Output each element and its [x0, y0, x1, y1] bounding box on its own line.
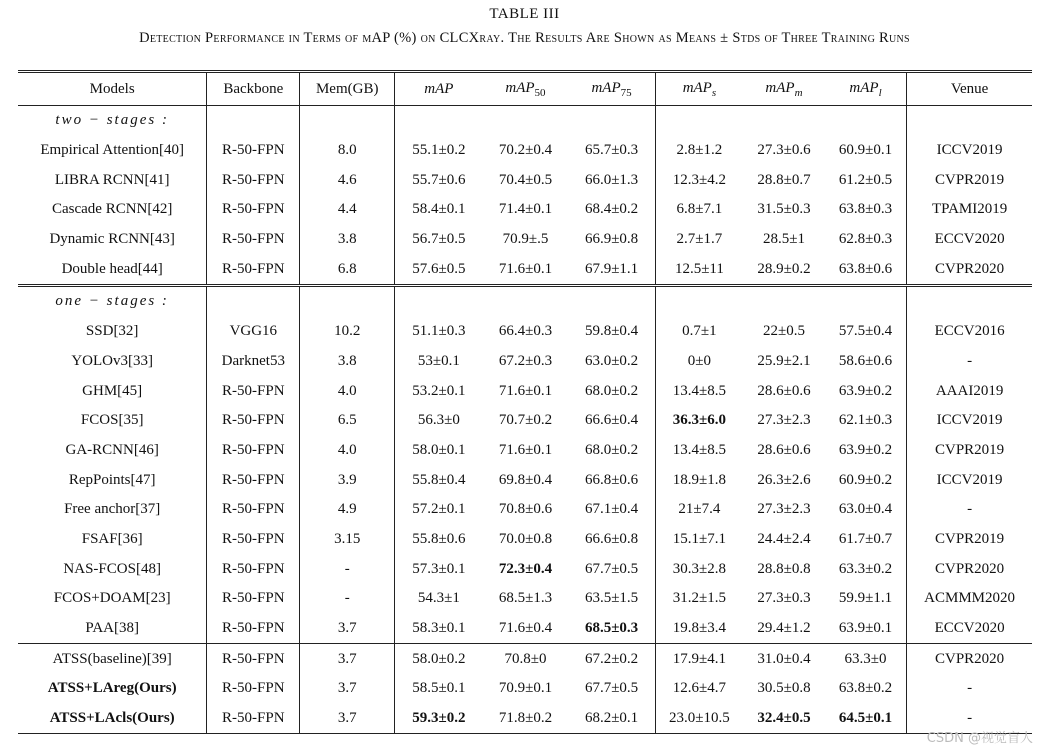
table-cell: 10.2	[300, 317, 395, 347]
table-cell: 70.4±0.5	[498, 171, 553, 188]
table-cell: 71.6±0.1	[498, 260, 553, 277]
table-cell: 31.5±0.3	[757, 201, 811, 218]
table-cell: 51.1±0.3	[412, 323, 466, 340]
table-cell: 4.0	[300, 436, 395, 466]
table-cell: R-50-FPN	[207, 614, 300, 644]
table-cell: 68.0±0.2	[568, 436, 655, 466]
table-cell: 70.9±0.1	[498, 680, 553, 697]
table-cell: 67.1±0.4	[568, 495, 655, 525]
section-row-two-stage	[18, 106, 1032, 136]
table-body	[18, 106, 1032, 734]
table-cell: 58.6±0.6	[825, 347, 907, 377]
table-row	[18, 525, 1032, 555]
table-cell: 55.7±0.6	[412, 171, 466, 188]
table-cell: 70.0±0.8	[498, 530, 553, 547]
table-cell: YOLOv3[33]	[18, 347, 207, 377]
table-row	[18, 495, 1032, 525]
table-cell: 24.4±2.4	[757, 530, 811, 547]
table-cell: 12.3±4.2	[672, 171, 727, 188]
table-cell: 59.9±1.1	[825, 584, 907, 614]
table-cell: R-50-FPN	[207, 376, 300, 406]
table-cell: 3.9	[300, 465, 395, 495]
table-cell: 70.8±0.6	[498, 501, 553, 518]
table-cell: 60.9±0.1	[825, 136, 907, 166]
table-cell: R-50-FPN	[207, 495, 300, 525]
table-cell: 68.5±1.3	[498, 590, 553, 607]
table-cell: -	[907, 704, 1032, 734]
table-cell: CVPR2019	[935, 530, 1005, 547]
table-cell: 3.7	[300, 614, 395, 644]
header-map50: mAP$_{50}$	[483, 72, 569, 106]
empty-cell	[207, 286, 300, 317]
empty-cell	[743, 286, 825, 317]
table-cell: 0±0	[687, 352, 712, 369]
table-cell: ECCV2016	[934, 323, 1005, 340]
empty-cell	[207, 106, 300, 136]
table-cell: 22±0.5	[763, 323, 805, 340]
table-cell: 63.8±0.6	[825, 254, 907, 285]
table-cell: ICCV2019	[936, 412, 1003, 429]
table-cell: 56.7±0.5	[412, 231, 466, 248]
table-cell: 12.5±11	[674, 260, 724, 277]
table-cell: 63.5±1.5	[568, 584, 655, 614]
table-cell: R-50-FPN	[207, 254, 300, 285]
table-cell: 18.9±1.8	[672, 471, 727, 488]
table-cell: 23.0±10.5	[655, 704, 743, 734]
table-row	[18, 465, 1032, 495]
table-cell: 28.8±0.8	[757, 560, 811, 577]
table-cell: 70.9±.5	[502, 231, 549, 248]
table-cell: 71.4±0.1	[498, 201, 553, 218]
table-row	[18, 644, 1032, 674]
table-cell: 27.3±0.6	[757, 142, 811, 159]
table-cell: Cascade RCNN[42]	[18, 195, 207, 225]
table-cell: 4.4	[300, 195, 395, 225]
table-cell: Free anchor[37]	[18, 495, 207, 525]
section-label: two − stages :	[18, 106, 207, 136]
table-cell: 32.4±0.5	[743, 704, 825, 734]
table-cell: FCOS+DOAM[23]	[18, 584, 207, 614]
table-row	[18, 704, 1032, 734]
table-cell: 3.7	[300, 704, 395, 734]
table-cell: PAA[38]	[18, 614, 207, 644]
table-cell: R-50-FPN	[207, 225, 300, 255]
table-cell: 63.3±0.2	[825, 554, 907, 584]
table-cell: 68.0±0.2	[568, 376, 655, 406]
table-cell: 68.4±0.2	[568, 195, 655, 225]
table-cell: R-50-FPN	[207, 674, 300, 704]
table-cell: Darknet53	[207, 347, 300, 377]
table-cell: 29.4±1.2	[757, 620, 811, 637]
table-row	[18, 674, 1032, 704]
table-cell: 54.3±1	[417, 590, 460, 607]
table-cell: 67.7±0.5	[568, 674, 655, 704]
table-cell: R-50-FPN	[207, 436, 300, 466]
table-title: TABLE III	[489, 6, 560, 22]
table-cell: 62.1±0.3	[825, 406, 907, 436]
table-cell: 62.8±0.3	[825, 225, 907, 255]
header-mem: Mem(GB)	[300, 72, 395, 106]
empty-cell	[743, 106, 825, 136]
header-models: Models	[18, 72, 207, 106]
table-cell: ECCV2020	[934, 620, 1005, 637]
table-cell: VGG16	[207, 317, 300, 347]
table-cell: 6.5	[300, 406, 395, 436]
table-cell: 68.5±0.3	[568, 614, 655, 644]
table-row	[18, 317, 1032, 347]
table-cell: 12.6±4.7	[672, 680, 727, 697]
empty-cell	[825, 106, 907, 136]
table-cell: 4.6	[300, 165, 395, 195]
table-cell: CVPR2020	[907, 644, 1032, 674]
table-cell: 58.5±0.1	[412, 680, 466, 697]
header-backbone: Backbone	[207, 72, 300, 106]
table-cell: 2.7±1.7	[676, 231, 723, 248]
table-cell: GA-RCNN[46]	[18, 436, 207, 466]
table-caption: Detection Performance in Terms of mAP (%) on CLCXray. The Results Are Shown as Means ± Stds of Three Training Runs	[139, 30, 910, 46]
table-cell: 3.7	[300, 644, 395, 674]
table-cell: 63.8±0.3	[825, 195, 907, 225]
table-cell: 63.9±0.1	[825, 614, 907, 644]
table-cell: R-50-FPN	[207, 525, 300, 555]
table-cell: 69.8±0.4	[498, 471, 553, 488]
header-maps: mAP$_s$	[655, 72, 743, 106]
table-row	[18, 165, 1032, 195]
empty-cell	[568, 286, 655, 317]
table-cell: CVPR2020	[935, 260, 1005, 277]
table-cell: ATSS+LAcls(Ours)	[18, 704, 207, 734]
table-cell: 4.9	[300, 495, 395, 525]
table-cell: -	[300, 584, 395, 614]
table-cell: 67.7±0.5	[568, 554, 655, 584]
empty-cell	[907, 106, 1032, 136]
table-cell: TPAMI2019	[931, 201, 1008, 218]
empty-cell	[395, 106, 483, 136]
table-row	[18, 406, 1032, 436]
empty-cell	[568, 106, 655, 136]
table-cell: ATSS+LAreg(Ours)	[18, 674, 207, 704]
table-cell: 2.8±1.2	[676, 142, 723, 159]
table-cell: SSD[32]	[18, 317, 207, 347]
table-cell: 70.2±0.4	[498, 142, 553, 159]
table-cell: 31.0±0.4	[743, 644, 825, 674]
table-cell: 3.8	[300, 347, 395, 377]
table-cell: 30.3±2.8	[672, 560, 727, 577]
table-cell: 6.8	[300, 254, 395, 285]
table-cell: 72.3±0.4	[498, 560, 553, 577]
table-cell: 57.2±0.1	[412, 501, 466, 518]
header-map: mAP	[395, 72, 483, 106]
table-cell: 66.6±0.8	[568, 525, 655, 555]
table-row	[18, 584, 1032, 614]
table-row	[18, 225, 1032, 255]
table-cell: 28.6±0.6	[757, 382, 811, 399]
table-cell: CVPR2019	[935, 441, 1005, 458]
table-cell: 71.6±0.1	[498, 441, 553, 458]
table-cell: 57.3±0.1	[412, 560, 466, 577]
table-cell: ACMMM2020	[924, 590, 1016, 607]
table-cell: 67.9±1.1	[568, 254, 655, 285]
empty-cell	[483, 106, 569, 136]
table-cell: 67.2±0.2	[568, 644, 655, 674]
table-cell: 27.3±0.3	[757, 590, 811, 607]
table-cell: 36.3±6.0	[672, 412, 727, 429]
empty-cell	[300, 106, 395, 136]
table-cell: NAS-FCOS[48]	[18, 554, 207, 584]
table-row	[18, 436, 1032, 466]
table-cell: Double head[44]	[18, 254, 207, 285]
table-cell: 71.8±0.2	[483, 704, 569, 734]
table-cell: 58.4±0.1	[412, 201, 466, 218]
table-cell: 3.15	[300, 525, 395, 555]
table-cell: -	[967, 352, 973, 369]
table-cell: ATSS(baseline)[39]	[18, 644, 207, 674]
table-cell: 66.9±0.8	[568, 225, 655, 255]
header-row	[18, 72, 1032, 106]
empty-cell	[300, 286, 395, 317]
table-cell: 55.8±0.6	[412, 530, 466, 547]
table-cell: 60.9±0.2	[825, 465, 907, 495]
table-cell: 17.9±4.1	[655, 644, 743, 674]
table-row	[18, 614, 1032, 644]
table-cell: 56.3±0	[417, 412, 460, 429]
table-cell: 28.5±1	[763, 231, 805, 248]
table-cell: R-50-FPN	[207, 406, 300, 436]
table-cell: GHM[45]	[18, 376, 207, 406]
table-cell: 68.2±0.1	[568, 704, 655, 734]
table-cell: 63.8±0.2	[825, 674, 907, 704]
table-cell: R-50-FPN	[207, 704, 300, 734]
table-cell: 63.0±0.4	[825, 495, 907, 525]
empty-cell	[395, 286, 483, 317]
table-cell: 13.4±8.5	[672, 382, 727, 399]
section-label: one − stages :	[18, 286, 207, 317]
table-cell: 27.3±2.3	[757, 412, 811, 429]
table-cell: Empirical Attention[40]	[18, 136, 207, 166]
empty-cell	[655, 106, 743, 136]
table-cell: 3.8	[300, 225, 395, 255]
table-cell: ECCV2020	[934, 231, 1005, 248]
table-cell: 57.6±0.5	[412, 260, 466, 277]
table-cell: 58.3±0.1	[412, 620, 466, 637]
table-cell: Dynamic RCNN[43]	[18, 225, 207, 255]
watermark: CSDN @视觉盲人	[926, 731, 1033, 746]
header-venue: Venue	[907, 72, 1032, 106]
table-cell: 61.2±0.5	[825, 165, 907, 195]
table-cell: ICCV2019	[936, 142, 1003, 159]
table-cell: 70.8±0	[483, 644, 569, 674]
table-cell: 67.2±0.3	[498, 352, 553, 369]
section-row-one-stage	[18, 286, 1032, 317]
table-cell: 71.6±0.1	[498, 382, 553, 399]
table-cell: 31.2±1.5	[672, 590, 727, 607]
table-cell: 21±7.4	[678, 501, 721, 518]
table-cell: R-50-FPN	[207, 465, 300, 495]
table-cell: 61.7±0.7	[825, 525, 907, 555]
table-cell: 63.3±0	[825, 644, 907, 674]
table-cell: 53.2±0.1	[412, 382, 466, 399]
table-cell: 15.1±7.1	[672, 530, 727, 547]
table-cell: 55.1±0.2	[412, 142, 466, 159]
empty-cell	[655, 286, 743, 317]
table-cell: 71.6±0.4	[498, 620, 553, 637]
table-cell: 57.5±0.4	[825, 317, 907, 347]
table-cell: 0.7±1	[682, 323, 717, 340]
empty-cell	[483, 286, 569, 317]
header-mapl: mAP$_l$	[825, 72, 907, 106]
table-cell: 59.8±0.4	[568, 317, 655, 347]
table-row	[18, 195, 1032, 225]
table-cell: 63.0±0.2	[568, 347, 655, 377]
table-cell: ICCV2019	[936, 471, 1003, 488]
table-cell: 66.4±0.3	[498, 323, 553, 340]
table-cell: 28.9±0.2	[757, 260, 811, 277]
table-cell: 28.6±0.6	[757, 441, 811, 458]
table-cell: 19.8±3.4	[672, 620, 727, 637]
table-row	[18, 554, 1032, 584]
table-cell: 26.3±2.6	[757, 471, 811, 488]
table-cell: 58.0±0.2	[395, 644, 483, 674]
table-cell: -	[967, 501, 973, 518]
table-cell: 53±0.1	[417, 352, 460, 369]
table-cell: CVPR2020	[935, 560, 1005, 577]
table-cell: R-50-FPN	[207, 554, 300, 584]
table-cell: 58.0±0.1	[412, 441, 466, 458]
table-cell: CVPR2019	[935, 171, 1005, 188]
table-cell: R-50-FPN	[207, 584, 300, 614]
table-cell: 27.3±2.3	[757, 501, 811, 518]
table-cell: -	[967, 680, 973, 697]
table-cell: FCOS[35]	[18, 406, 207, 436]
table-cell: 63.9±0.2	[825, 376, 907, 406]
table-cell: 8.0	[300, 136, 395, 166]
table-cell: 28.8±0.7	[757, 171, 811, 188]
table-cell: -	[300, 554, 395, 584]
table-cell: 65.7±0.3	[568, 136, 655, 166]
table-cell: 30.5±0.8	[757, 680, 811, 697]
table-cell: 63.9±0.2	[825, 436, 907, 466]
table-row	[18, 254, 1032, 285]
table-cell: LIBRA RCNN[41]	[18, 165, 207, 195]
empty-cell	[825, 286, 907, 317]
table-cell: R-50-FPN	[207, 136, 300, 166]
table-cell: 6.8±7.1	[676, 201, 723, 218]
table-cell: FSAF[36]	[18, 525, 207, 555]
table-row	[18, 136, 1032, 166]
table-cell: 66.0±1.3	[568, 165, 655, 195]
results-table	[18, 70, 1032, 734]
table-cell: AAAI2019	[935, 382, 1004, 399]
table-cell: 66.6±0.4	[568, 406, 655, 436]
table-cell: 4.0	[300, 376, 395, 406]
table-cell: 66.8±0.6	[568, 465, 655, 495]
table-row	[18, 376, 1032, 406]
header-map75: mAP$_{75}$	[568, 72, 655, 106]
table-cell: 25.9±2.1	[757, 352, 811, 369]
empty-cell	[907, 286, 1032, 317]
table-cell: R-50-FPN	[207, 195, 300, 225]
table-cell: 55.8±0.4	[412, 471, 466, 488]
table-cell: 64.5±0.1	[825, 704, 907, 734]
table-cell: R-50-FPN	[207, 644, 300, 674]
table-cell: 59.3±0.2	[395, 704, 483, 734]
table-cell: R-50-FPN	[207, 165, 300, 195]
table-cell: 3.7	[300, 674, 395, 704]
table-cell: RepPoints[47]	[18, 465, 207, 495]
header-mapm: mAP$_m$	[743, 72, 825, 106]
table-cell: 13.4±8.5	[672, 441, 727, 458]
table-cell: 70.7±0.2	[498, 412, 553, 429]
table-row	[18, 347, 1032, 377]
